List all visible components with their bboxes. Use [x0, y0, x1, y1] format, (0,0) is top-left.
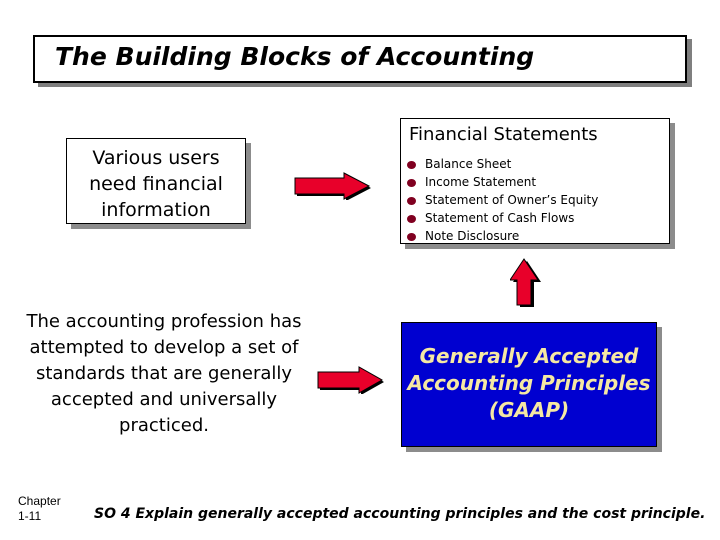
- bullet-icon: [407, 233, 416, 241]
- right-arrow-icon: [292, 172, 372, 200]
- list-item: [407, 173, 598, 191]
- gaap-box: [401, 322, 657, 447]
- list-item: [407, 155, 598, 173]
- gaap-text: Generally Accepted Accounting Principles (GAAP): [407, 344, 651, 422]
- list-item: [407, 227, 598, 245]
- list-item-label: Note Disclosure: [425, 229, 520, 243]
- list-item-label: Income Statement: [425, 175, 537, 189]
- slide-title: The Building Blocks of Accounting: [55, 42, 535, 71]
- bullet-icon: [407, 197, 416, 205]
- bullet-icon: [407, 179, 416, 187]
- list-item-label: Statement of Cash Flows: [425, 211, 575, 225]
- list-item: [407, 209, 598, 227]
- right-arrow-icon: [315, 366, 385, 394]
- title-box: [33, 35, 687, 83]
- chapter-label: Chapter 1-11: [18, 494, 61, 523]
- financial-statements-title: Financial Statements: [409, 124, 598, 145]
- users-text: Various users need financial information: [89, 147, 223, 221]
- users-box: [66, 138, 246, 224]
- list-item-label: Statement of Owner’s Equity: [425, 193, 599, 207]
- bullet-icon: [407, 161, 416, 169]
- footer-objective: SO 4 Explain generally accepted accounting principles and the cost principle.: [94, 506, 706, 522]
- financial-statements-list: [407, 155, 598, 245]
- list-item: [407, 191, 598, 209]
- financial-statements-box: [400, 118, 670, 244]
- list-item-label: Balance Sheet: [425, 157, 512, 171]
- up-arrow-icon: [510, 258, 542, 308]
- bullet-icon: [407, 215, 416, 223]
- profession-text: The accounting profession has attempted to develop a set of standards that are generally accepted and universally practiced.: [26, 311, 302, 436]
